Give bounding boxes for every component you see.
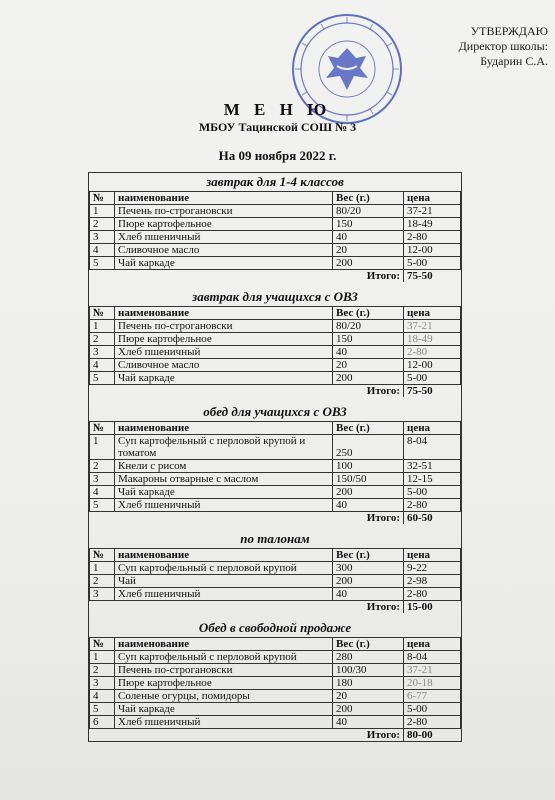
row-name: Суп картофельный с перловой крупой	[115, 562, 333, 575]
row-name: Сливочное масло	[115, 244, 333, 257]
total-value: 80-00	[404, 729, 461, 742]
row-num: 5	[90, 257, 115, 270]
row-name: Соленые огурцы, помидоры	[115, 690, 333, 703]
row-price: 2-80	[404, 346, 461, 359]
row-name: Хлеб пшеничный	[115, 231, 333, 244]
row-price: 2-80	[404, 716, 461, 729]
approve-label: УТВЕРЖДАЮ	[470, 24, 548, 38]
row-weight: 150	[333, 333, 404, 346]
row-name: Печень по-строгановски	[115, 664, 333, 677]
row-weight: 100	[333, 460, 404, 473]
table-row	[90, 205, 461, 218]
row-price: 2-80	[404, 499, 461, 512]
total-value: 75-50	[404, 385, 461, 398]
row-weight: 40	[333, 716, 404, 729]
row-name: Чай каркаде	[115, 703, 333, 716]
row-num: 1	[90, 205, 115, 218]
row-name: Суп картофельный с перловой крупой и томатом	[115, 435, 333, 460]
table-row	[90, 703, 461, 716]
row-price: 12-00	[404, 244, 461, 257]
row-num: 2	[90, 575, 115, 588]
row-price: 5-00	[404, 372, 461, 385]
row-name: Хлеб пшеничный	[115, 499, 333, 512]
section-title-coupons: по талонам	[240, 531, 310, 546]
table-row	[90, 346, 461, 359]
page-title: М Е Н Ю	[223, 100, 332, 119]
row-weight: 200	[333, 257, 404, 270]
row-name: Чай каркаде	[115, 486, 333, 499]
row-num: 3	[90, 346, 115, 359]
row-price: 2-80	[404, 588, 461, 601]
row-name: Суп картофельный с перловой крупой	[115, 651, 333, 664]
row-weight: 200	[333, 575, 404, 588]
column-header-price: цена	[404, 192, 461, 205]
row-num: 2	[90, 664, 115, 677]
column-header-weight: Вес (г.)	[333, 549, 404, 562]
row-num: 4	[90, 486, 115, 499]
row-name: Хлеб пшеничный	[115, 588, 333, 601]
column-header-price: цена	[404, 307, 461, 320]
table-row	[90, 486, 461, 499]
row-weight: 150/50	[333, 473, 404, 486]
column-header-name: наименование	[115, 638, 333, 651]
section-title-lunch-ovz: обед для учащихся с ОВЗ	[203, 404, 347, 419]
column-header-weight: Вес (г.)	[333, 422, 404, 435]
column-header-name: наименование	[115, 192, 333, 205]
total-row	[90, 729, 461, 742]
table-row	[90, 359, 461, 372]
row-name: Кнели с рисом	[115, 460, 333, 473]
table-row	[90, 651, 461, 664]
table-row	[90, 664, 461, 677]
table-header-row	[90, 307, 461, 320]
row-name: Пюре картофельное	[115, 677, 333, 690]
row-price: 18-49	[404, 333, 461, 346]
row-weight: 300	[333, 562, 404, 575]
row-num: 4	[90, 244, 115, 257]
row-num: 4	[90, 690, 115, 703]
total-row	[90, 270, 461, 283]
approve-position: Директор школы:	[458, 39, 548, 53]
row-name: Хлеб пшеничный	[115, 346, 333, 359]
total-value: 75-50	[404, 270, 461, 283]
school-name: МБОУ Тацинской СОШ № 3	[198, 120, 357, 134]
total-value: 60-50	[404, 512, 461, 525]
row-num: 5	[90, 499, 115, 512]
table-header-row	[90, 638, 461, 651]
row-price: 12-00	[404, 359, 461, 372]
row-num: 2	[90, 460, 115, 473]
row-weight: 100/30	[333, 664, 404, 677]
row-price: 8-04	[404, 651, 461, 664]
column-header-name: наименование	[115, 307, 333, 320]
approval-block	[398, 24, 548, 69]
table-row	[90, 499, 461, 512]
section-title-breakfast-1-4: завтрак для 1-4 классов	[206, 174, 344, 189]
row-weight: 40	[333, 499, 404, 512]
total-row	[90, 601, 461, 614]
row-weight: 80/20	[333, 205, 404, 218]
row-price: 8-04	[404, 435, 461, 460]
row-price: 2-80	[404, 231, 461, 244]
total-label: Итого:	[90, 729, 404, 742]
table-header-row	[90, 549, 461, 562]
row-num: 6	[90, 716, 115, 729]
menu-table-breakfast-ovz	[89, 306, 461, 397]
table-row	[90, 473, 461, 486]
row-price: 37-21	[404, 320, 461, 333]
row-name: Пюре картофельное	[115, 333, 333, 346]
section-title-free-sale: Обед в свободной продаже	[198, 620, 352, 635]
row-price: 6-77	[404, 690, 461, 703]
row-weight: 80/20	[333, 320, 404, 333]
row-weight: 20	[333, 359, 404, 372]
row-name: Печень по-строгановски	[115, 320, 333, 333]
row-weight: 20	[333, 690, 404, 703]
row-num: 4	[90, 359, 115, 372]
table-header-row	[90, 422, 461, 435]
table-row	[90, 257, 461, 270]
row-name: Чай каркаде	[115, 257, 333, 270]
row-price: 37-21	[404, 664, 461, 677]
row-name: Макароны отварные с маслом	[115, 473, 333, 486]
table-row	[90, 716, 461, 729]
total-value: 15-00	[404, 601, 461, 614]
total-row	[90, 512, 461, 525]
row-weight: 200	[333, 372, 404, 385]
row-num: 1	[90, 435, 115, 460]
table-row	[90, 575, 461, 588]
table-row	[90, 460, 461, 473]
row-weight: 280	[333, 651, 404, 664]
table-row	[90, 690, 461, 703]
table-row	[90, 231, 461, 244]
menu-table-free-sale	[89, 637, 461, 741]
table-row	[90, 435, 461, 460]
column-header-num: №	[90, 549, 115, 562]
row-num: 3	[90, 231, 115, 244]
total-row	[90, 385, 461, 398]
column-header-price: цена	[404, 549, 461, 562]
table-row	[90, 372, 461, 385]
row-num: 1	[90, 651, 115, 664]
approve-name: Бударин С.А.	[480, 54, 548, 68]
row-num: 5	[90, 703, 115, 716]
row-num: 3	[90, 588, 115, 601]
column-header-weight: Вес (г.)	[333, 192, 404, 205]
row-weight: 180	[333, 677, 404, 690]
column-header-num: №	[90, 422, 115, 435]
table-row	[90, 588, 461, 601]
row-name: Печень по-строгановски	[115, 205, 333, 218]
row-name: Хлеб пшеничный	[115, 716, 333, 729]
row-num: 2	[90, 333, 115, 346]
row-price: 37-21	[404, 205, 461, 218]
menu-date: На 09 ноября 2022 г.	[218, 148, 337, 163]
menu-table-coupons	[89, 548, 461, 613]
total-label: Итого:	[90, 512, 404, 525]
row-name: Чай	[115, 575, 333, 588]
column-header-num: №	[90, 192, 115, 205]
column-header-num: №	[90, 638, 115, 651]
row-weight: 250	[333, 435, 404, 460]
row-num: 2	[90, 218, 115, 231]
row-num: 1	[90, 562, 115, 575]
row-num: 3	[90, 473, 115, 486]
total-label: Итого:	[90, 270, 404, 283]
row-weight: 40	[333, 346, 404, 359]
row-price: 2-98	[404, 575, 461, 588]
menu-board	[88, 172, 462, 742]
table-row	[90, 320, 461, 333]
row-name: Чай каркаде	[115, 372, 333, 385]
column-header-weight: Вес (г.)	[333, 638, 404, 651]
row-weight: 40	[333, 231, 404, 244]
table-row	[90, 333, 461, 346]
row-num: 5	[90, 372, 115, 385]
table-row	[90, 562, 461, 575]
row-price: 5-00	[404, 703, 461, 716]
total-label: Итого:	[90, 601, 404, 614]
column-header-price: цена	[404, 638, 461, 651]
row-price: 18-49	[404, 218, 461, 231]
row-weight: 40	[333, 588, 404, 601]
table-row	[90, 218, 461, 231]
row-name: Пюре картофельное	[115, 218, 333, 231]
column-header-name: наименование	[115, 549, 333, 562]
column-header-weight: Вес (г.)	[333, 307, 404, 320]
column-header-price: цена	[404, 422, 461, 435]
table-header-row	[90, 192, 461, 205]
table-row	[90, 244, 461, 257]
row-price: 12-15	[404, 473, 461, 486]
row-weight: 200	[333, 703, 404, 716]
row-price: 9-22	[404, 562, 461, 575]
row-num: 3	[90, 677, 115, 690]
row-weight: 20	[333, 244, 404, 257]
section-title-breakfast-ovz: завтрак для учащихся с ОВЗ	[192, 289, 358, 304]
row-price: 5-00	[404, 257, 461, 270]
row-price: 5-00	[404, 486, 461, 499]
column-header-name: наименование	[115, 422, 333, 435]
row-price: 20-18	[404, 677, 461, 690]
row-weight: 150	[333, 218, 404, 231]
menu-table-breakfast-1-4	[89, 191, 461, 282]
row-price: 32-51	[404, 460, 461, 473]
total-label: Итого:	[90, 385, 404, 398]
row-weight: 200	[333, 486, 404, 499]
column-header-num: №	[90, 307, 115, 320]
row-num: 1	[90, 320, 115, 333]
menu-table-lunch-ovz	[89, 421, 461, 524]
table-row	[90, 677, 461, 690]
row-name: Сливочное масло	[115, 359, 333, 372]
